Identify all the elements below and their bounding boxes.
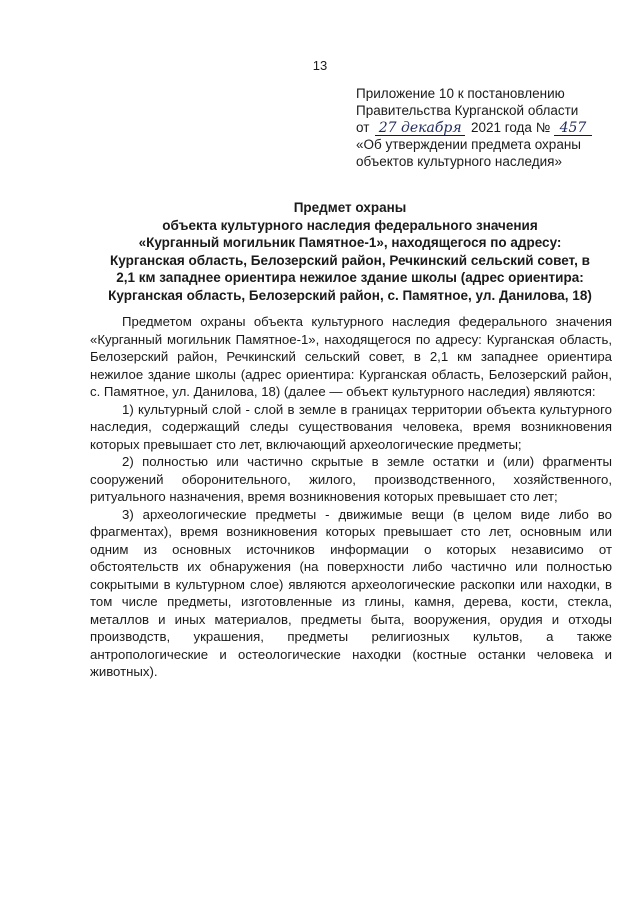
annex-line-2: Правительства Курганской области: [356, 103, 579, 118]
annex-line-5: объектов культурного наследия»: [356, 154, 562, 169]
title-line-6: Курганская область, Белозерский район, с. Памятное, ул. Данилова, 18): [108, 287, 592, 303]
annex-line-4: «Об утверждении предмета охраны: [356, 137, 581, 152]
handwritten-number: 457: [554, 121, 592, 136]
title-line-1: Предмет охраны: [293, 200, 407, 215]
annex-date-line: [356, 119, 621, 136]
title-line-3: «Курганный могильник Памятное-1», находящегося по адресу:: [138, 235, 562, 250]
title-line-4: Курганская область, Белозерский район, Речкинский сельский совет, в: [110, 252, 590, 268]
list-item-2: 2) полностью или частично скрытые в земле остатки и (или) фрагменты сооружений оборонительного, жилого, производственного, хозяйственного, ритуального назначения, время возникновения которых превышает сто лет;: [90, 454, 612, 504]
annex-year-label: 2021 года №: [470, 120, 551, 135]
page-number: 13: [312, 58, 328, 73]
annex-line-1: Приложение 10 к постановлению: [356, 86, 565, 101]
list-item-3: 3) археологические предметы - движимые вещи (в целом виде либо во фрагментах), время возникновения которых превышает сто лет, основным или одним из основных источников информации о которых независимо от обстоятельств их обнаружения (на поверхности либо частично или полностью сокрытыми в культурном слое) являются археологические раскопки или находки, в том числе предметы, изготовленные из глины, камня, дерева, кости, стекла, металлов и иных материалов, предметы быта, вооружения, орудия и отходы производств, украшения, предметы религиозных культов, а также антропологические и остеологические находки (костные останки человека и животных).: [90, 506, 612, 679]
list-item-1: 1) культурный слой - слой в земле в границах территории объекта культурного наследия, содержащий следы существования человека, время возникновения которых превышает сто лет, включающий археологические предметы;: [90, 401, 612, 452]
title-line-5: 2,1 км западнее ориентира нежилое здание школы (адрес ориентира:: [116, 270, 584, 285]
annex-header: [356, 85, 621, 170]
annex-from-label: от: [356, 120, 370, 135]
title-line-2: объекта культурного наследия федерального значения: [162, 217, 538, 233]
document-title: [90, 199, 610, 304]
handwritten-date: 27 декабря: [375, 121, 465, 136]
document-body: [90, 313, 612, 681]
intro-paragraph: Предметом охраны объекта культурного наследия федерального значения «Курганный могильник Памятное-1», находящегося по адресу: Курганская область, Белозерский район, Речкинский сельский совет, в 2,1 км западнее ориентира нежилое здание школы (адрес ориентира: Курганская область, Белозерский район, с. Памятное, ул. Данилова, 18) (далее — объект культурного наследия) являются:: [90, 314, 612, 399]
